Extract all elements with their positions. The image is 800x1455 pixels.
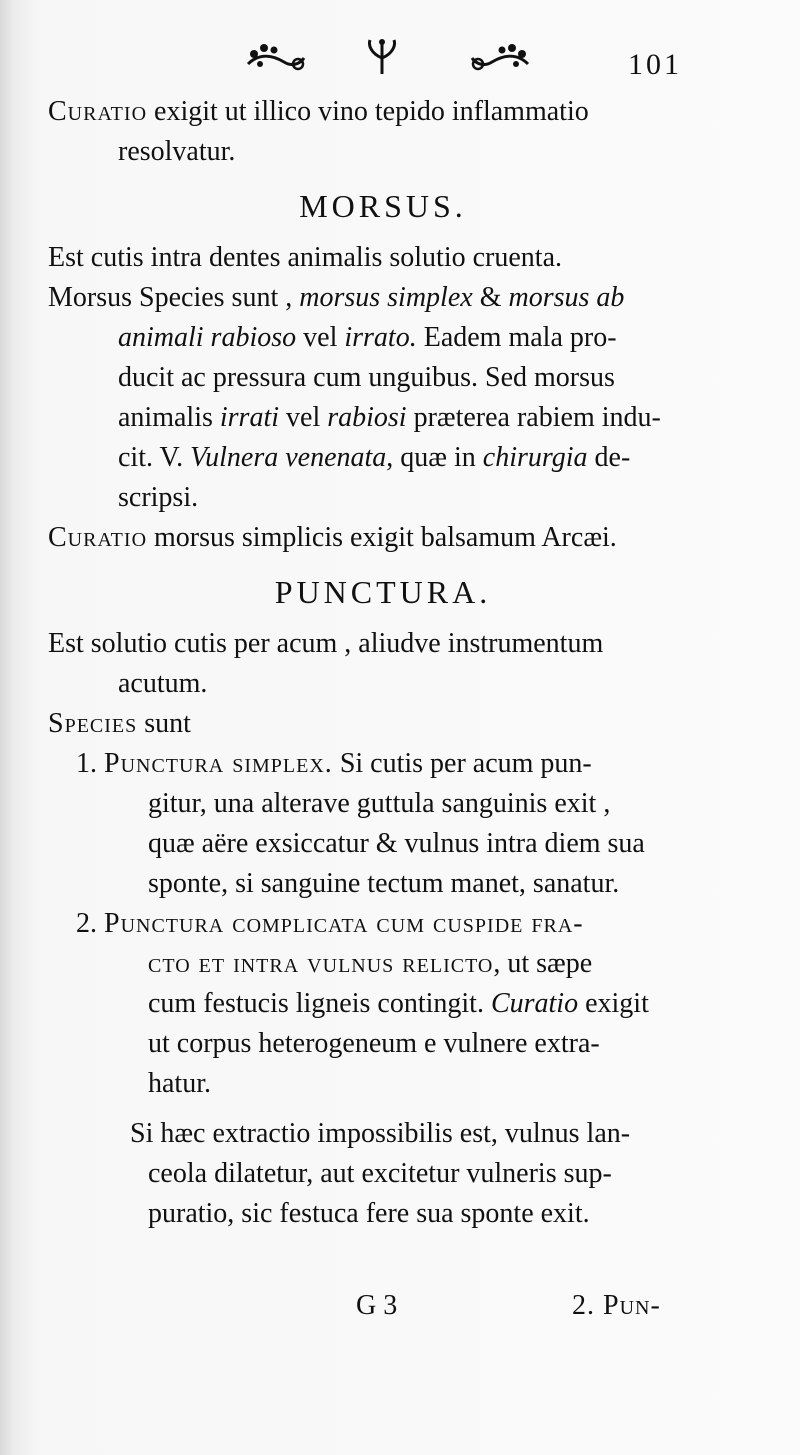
- italic-term: Vulnera venenata: [190, 442, 387, 473]
- text-run: animalis: [118, 402, 213, 433]
- curatio-label: Curatio: [48, 522, 148, 553]
- text-line: [48, 518, 718, 558]
- text-line: [48, 704, 718, 744]
- text-run: cit. V.: [118, 442, 184, 473]
- text-line: [48, 944, 718, 984]
- text-run: de-: [594, 442, 631, 473]
- species-name: Punctura simplex.: [104, 748, 333, 779]
- text-run: Si cutis per acum pun-: [339, 748, 592, 779]
- text-line: gitur, una alterave guttula sanguinis exit ,: [148, 788, 611, 819]
- list-item: [48, 904, 718, 944]
- curatio-label: Curatio: [48, 96, 148, 127]
- left-floral-ornament-icon: [240, 34, 310, 78]
- page-number: 101: [628, 48, 682, 81]
- text-run: sunt: [144, 708, 191, 739]
- page-header: [0, 34, 800, 94]
- species-label: Species: [48, 708, 138, 739]
- text-line: [48, 92, 718, 132]
- text-run: , ut sæpe: [493, 948, 593, 979]
- section-heading-morsus: MORSUS.: [299, 188, 467, 224]
- body-text: [48, 92, 718, 1234]
- text-line: Est cutis intra dentes animalis solutio cruenta.: [48, 242, 562, 273]
- text-run: exigit ut illico vino tepido inflammatio: [154, 96, 589, 127]
- text-run: , quæ in: [386, 442, 476, 473]
- species-name: Punctura complicata cum cuspide fra-: [104, 908, 584, 939]
- signature-mark: G 3: [356, 1290, 398, 1321]
- text-run: Morsus Species sunt ,: [48, 282, 293, 313]
- text-line: sponte, si sanguine tectum manet, sanatur.: [148, 868, 620, 899]
- text-line: hatur.: [148, 1068, 211, 1099]
- text-line: scripsi.: [118, 482, 199, 513]
- italic-term: chirurgia: [482, 442, 588, 473]
- text-line: ceola dilatetur, aut excitetur vulneris sup-: [148, 1158, 612, 1189]
- text-line: [48, 318, 718, 358]
- text-line: resolvatur.: [118, 136, 236, 167]
- text-run: vel: [286, 402, 321, 433]
- list-item: [48, 744, 718, 784]
- text-line: [48, 278, 718, 318]
- text-run: Eadem mala pro-: [423, 322, 617, 353]
- text-run: præterea rabiem indu-: [413, 402, 661, 433]
- text-run: cum festucis ligneis contingit.: [148, 988, 484, 1019]
- list-number: 1.: [76, 748, 97, 779]
- text-line: [48, 984, 718, 1024]
- text-line: [48, 398, 718, 438]
- list-number: 2.: [76, 908, 97, 939]
- italic-term: rabiosi: [327, 402, 407, 433]
- text-line: puratio, sic festuca fere sua sponte exit.: [148, 1198, 590, 1229]
- italic-term: morsus simplex: [299, 282, 473, 313]
- italic-term: animali rabioso: [118, 322, 297, 353]
- right-floral-ornament-icon: [466, 34, 536, 78]
- text-run: &: [479, 282, 502, 313]
- italic-term: irrato.: [344, 322, 417, 353]
- catchword: 2. Pun-: [572, 1290, 661, 1321]
- text-line: acutum.: [118, 668, 208, 699]
- center-floral-ornament-icon: [362, 34, 402, 78]
- text-run: morsus simplicis exigit balsamum Arcæi.: [154, 522, 617, 553]
- italic-term: irrati: [219, 402, 280, 433]
- text-line: Est solutio cutis per acum , aliudve instrumentum: [48, 628, 604, 659]
- italic-term: morsus ab: [508, 282, 625, 313]
- species-name: cto et intra vulnus relicto: [148, 948, 494, 979]
- section-heading-punctura: PUNCTURA.: [274, 574, 492, 610]
- text-line: quæ aëre exsiccatur & vulnus intra diem sua: [148, 828, 645, 859]
- text-line: Si hæc extractio impossibilis est, vulnus lan-: [130, 1118, 631, 1149]
- text-run: exigit: [585, 988, 649, 1019]
- text-line: ducit ac pressura cum unguibus. Sed morsus: [118, 362, 615, 393]
- text-run: vel: [303, 322, 338, 353]
- text-line: [48, 438, 718, 478]
- italic-term: Curatio: [490, 988, 579, 1019]
- text-line: ut corpus heterogeneum e vulnere extra-: [148, 1028, 600, 1059]
